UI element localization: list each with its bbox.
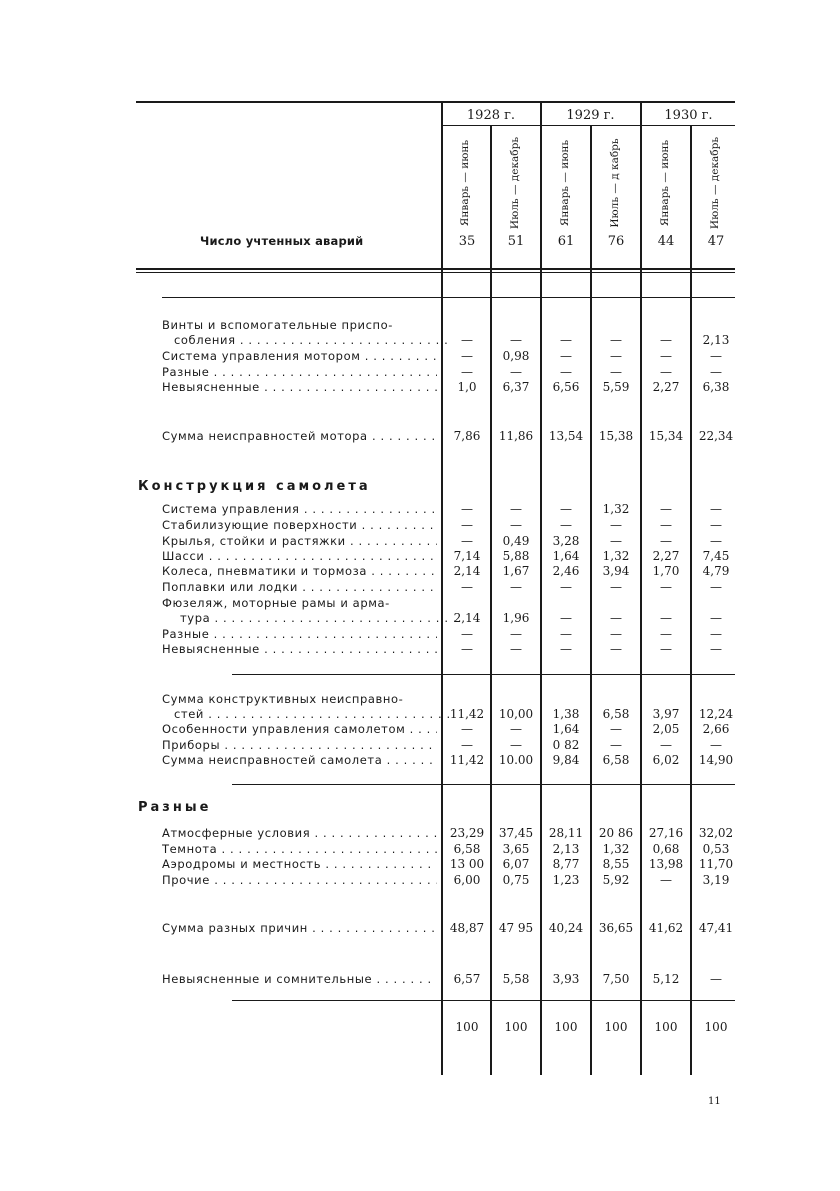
row-label: Невыясненные и сомнительные . . . (162, 972, 437, 986)
table-cell: — (461, 738, 473, 752)
row-label: Темнота . . . (162, 842, 437, 856)
table-cell: — (560, 642, 572, 656)
table-cell: 9,84 (552, 753, 580, 767)
table-cell: — (560, 518, 572, 532)
table-cell: — (660, 518, 672, 532)
table-cell: 1,0 (457, 380, 477, 394)
table-cell: — (610, 333, 622, 347)
table-cell: 0,98 (502, 349, 530, 363)
table-cell: 23,29 (449, 826, 485, 840)
table-cell: 15,38 (598, 429, 634, 443)
row-label: тура . . . (180, 611, 455, 625)
table-cell: 13 00 (449, 857, 485, 871)
table-cell: — (710, 518, 722, 532)
table-cell: — (610, 611, 622, 625)
table-cell: 20 86 (598, 826, 634, 840)
section-title-construction: Конструкция самолета (138, 479, 371, 494)
table-cell: — (610, 738, 622, 752)
table-cell: — (710, 349, 722, 363)
table-cell: 22,34 (698, 429, 734, 443)
row-label: Сумма конструктивных неисправно- (162, 692, 404, 706)
table-cell: 100 (554, 1020, 578, 1034)
table-cell: 5,58 (502, 972, 530, 986)
top-rule (136, 101, 735, 103)
header-rule-2 (136, 272, 735, 273)
table-cell: 1,23 (552, 873, 580, 887)
row-label: Разные . . . (162, 627, 437, 641)
engine-top-rule (162, 297, 735, 298)
row-label: Невыясненные . . . (162, 380, 437, 394)
period-header: Июль — декабрь (709, 136, 721, 230)
table-cell: — (710, 611, 722, 625)
table-cell: — (510, 722, 522, 736)
table-cell: 2,13 (702, 333, 730, 347)
table-cell: — (461, 333, 473, 347)
table-cell: 6,58 (602, 707, 630, 721)
row-label: Сумма неисправностей самолета . . . (162, 753, 437, 767)
table-cell: 6,00 (453, 873, 481, 887)
table-cell: 15,34 (648, 429, 684, 443)
table-cell: 37,45 (498, 826, 534, 840)
table-cell: — (560, 365, 572, 379)
table-cell: — (710, 365, 722, 379)
table-cell: 6,57 (453, 972, 481, 986)
accidents-value: 47 (707, 234, 725, 249)
table-cell: 100 (455, 1020, 479, 1034)
table-cell: 11,70 (698, 857, 734, 871)
row-label: стей . . . (174, 707, 449, 721)
table-cell: — (610, 534, 622, 548)
table-cell: — (510, 333, 522, 347)
table-cell: 100 (604, 1020, 628, 1034)
table-cell: 0 82 (552, 738, 580, 752)
table-cell: 8,77 (552, 857, 580, 871)
table-cell: — (560, 611, 572, 625)
table-cell: — (610, 722, 622, 736)
row-label: Поплавки или лодки . . . (162, 580, 437, 594)
table-cell: 47 95 (498, 921, 534, 935)
table-cell: 4,79 (702, 564, 730, 578)
period-header: Январь — июнь (659, 139, 671, 227)
table-cell: — (461, 722, 473, 736)
accidents-value: 51 (507, 234, 525, 249)
table-cell: — (560, 333, 572, 347)
table-cell: — (560, 502, 572, 516)
table-cell: 10,00 (498, 707, 534, 721)
table-cell: 1,38 (552, 707, 580, 721)
table-cell: — (710, 627, 722, 641)
table-cell: — (660, 627, 672, 641)
table-cell: — (461, 627, 473, 641)
table-cell: — (710, 738, 722, 752)
row-label: Приборы . . . (162, 738, 437, 752)
table-cell: — (610, 349, 622, 363)
table-cell: 2,14 (453, 564, 481, 578)
table-cell: 12,24 (698, 707, 734, 721)
table-cell: — (710, 642, 722, 656)
row-label: Невыясненные . . . (162, 642, 437, 656)
table-cell: — (510, 365, 522, 379)
row-label: Колеса, пневматики и тормоза . . . (162, 564, 437, 578)
table-cell: — (510, 502, 522, 516)
table-cell: 6,38 (702, 380, 730, 394)
table-cell: 0,68 (652, 842, 680, 856)
accidents-value: 44 (657, 234, 675, 249)
table-cell: — (461, 518, 473, 532)
table-cell: 6,02 (652, 753, 680, 767)
year-header: 1928 г. (466, 108, 516, 123)
row-label: Особенности управления самолетом . . . (162, 722, 437, 736)
table-cell: 7,86 (453, 429, 481, 443)
table-cell: 1,32 (602, 842, 630, 856)
table-cell: 13,98 (648, 857, 684, 871)
table-cell: 36,65 (598, 921, 634, 935)
row-label: Система управления мотором . . . (162, 349, 437, 363)
table-cell: 3,65 (502, 842, 530, 856)
period-header: Январь — июнь (459, 139, 471, 227)
table-cell: — (510, 580, 522, 594)
row-label: Атмосферные условия . . . (162, 826, 437, 840)
table-cell: — (610, 365, 622, 379)
table-cell: — (560, 627, 572, 641)
table-cell: — (610, 580, 622, 594)
table-cell: 6,56 (552, 380, 580, 394)
unclear-bottom-rule (232, 1000, 735, 1001)
section-title-misc: Разные (138, 800, 212, 815)
table-cell: 6,58 (453, 842, 481, 856)
table-cell: — (610, 518, 622, 532)
row-label: Аэродромы и местность . . . (162, 857, 437, 871)
table-cell: 5,92 (602, 873, 630, 887)
table-cell: 11,42 (449, 753, 485, 767)
table-cell: 8,55 (602, 857, 630, 871)
table-cell: 2,13 (552, 842, 580, 856)
table-cell: — (710, 502, 722, 516)
table-cell: 5,88 (502, 549, 530, 563)
row-label: Система управления . . . (162, 502, 437, 516)
misc-top-rule (232, 784, 735, 785)
table-cell: — (510, 738, 522, 752)
table-cell: 32,02 (698, 826, 734, 840)
table-cell: — (660, 873, 672, 887)
table-cell: — (660, 738, 672, 752)
table-cell: 41,62 (648, 921, 684, 935)
table-cell: 100 (654, 1020, 678, 1034)
table-cell: — (461, 365, 473, 379)
table-cell: 1,32 (602, 549, 630, 563)
accidents-label: Число учтенных аварий (200, 234, 364, 248)
table-cell: 28,11 (548, 826, 584, 840)
row-label: Стабилизующие поверхности . . . (162, 518, 437, 532)
table-cell: 27,16 (648, 826, 684, 840)
year-header: 1929 г. (566, 108, 615, 123)
table-cell: 1,67 (502, 564, 530, 578)
table-cell: — (660, 502, 672, 516)
row-label: Винты и вспомогательные приспо- (162, 318, 394, 332)
table-cell: 3,19 (702, 873, 730, 887)
table-cell: — (710, 972, 722, 986)
table-cell: 6,37 (502, 380, 530, 394)
table-cell: 11,42 (449, 707, 485, 721)
table-cell: — (660, 611, 672, 625)
table-cell: 13,54 (548, 429, 584, 443)
table-cell: 14,90 (698, 753, 734, 767)
table-cell: — (560, 580, 572, 594)
table-cell: 6,58 (602, 753, 630, 767)
header-rule (136, 268, 735, 270)
accidents-value: 35 (458, 234, 476, 249)
table-cell: 2,05 (652, 722, 680, 736)
year-header: 1930 г. (664, 108, 713, 123)
table-cell: 7,50 (602, 972, 630, 986)
table-cell: 5,12 (652, 972, 680, 986)
table-cell: 1,96 (502, 611, 530, 625)
table-cell: — (510, 518, 522, 532)
table-cell: 1,32 (602, 502, 630, 516)
table-cell: — (660, 349, 672, 363)
row-label: Фюзеляж, моторные рамы и арма- (162, 596, 390, 610)
row-label: Сумма разных причин . . . (162, 921, 437, 935)
table-cell: 6,07 (502, 857, 530, 871)
table-cell: — (660, 580, 672, 594)
table-cell: 0,49 (502, 534, 530, 548)
period-header: Январь — июнь (559, 139, 571, 227)
row-label: Сумма неисправностей мотора . . . (162, 429, 437, 443)
table-cell: — (510, 642, 522, 656)
table-cell: 7,14 (453, 549, 481, 563)
table-cell: 11,86 (498, 429, 534, 443)
period-header: Июль — декабрь (509, 136, 521, 230)
table-cell: 2,46 (552, 564, 580, 578)
table-cell: — (610, 627, 622, 641)
accidents-value: 76 (607, 234, 625, 249)
row-label: Шасси . . . (162, 549, 437, 563)
table-cell: 3,93 (552, 972, 580, 986)
table-cell: 7,45 (702, 549, 730, 563)
table-cell: 1,64 (552, 549, 580, 563)
construction-bottom-rule (232, 674, 735, 675)
table-cell: — (461, 502, 473, 516)
table-cell: — (710, 580, 722, 594)
row-label: Крылья, стойки и растяжки . . . (162, 534, 437, 548)
row-label: Разные . . . (162, 365, 437, 379)
table-cell: — (660, 333, 672, 347)
table-cell: 3,97 (652, 707, 680, 721)
table-cell: — (660, 365, 672, 379)
table-cell: 3,28 (552, 534, 580, 548)
table-cell: 2,27 (652, 549, 680, 563)
table-cell: 2,27 (652, 380, 680, 394)
period-header: Июль — д кабрь (609, 138, 621, 228)
table-cell: — (461, 349, 473, 363)
accidents-value: 61 (557, 234, 575, 249)
table-cell: — (461, 534, 473, 548)
table-cell: — (660, 534, 672, 548)
table-cell: — (560, 349, 572, 363)
table-cell: 47,41 (698, 921, 734, 935)
table-cell: 100 (704, 1020, 728, 1034)
table-cell: 1,70 (652, 564, 680, 578)
table-cell: — (461, 580, 473, 594)
page-number: 11 (708, 1096, 721, 1107)
table-cell: 3,94 (602, 564, 630, 578)
table-cell: 0,75 (502, 873, 530, 887)
table-cell: 5,59 (602, 380, 630, 394)
table-cell: 0,53 (702, 842, 730, 856)
table-cell: — (610, 642, 622, 656)
row-label: собления . . . (174, 333, 449, 347)
row-label: Прочие . . . (162, 873, 437, 887)
table-cell: 10.00 (498, 753, 534, 767)
table-cell: — (510, 627, 522, 641)
table-cell: — (461, 642, 473, 656)
table-cell: 2,14 (453, 611, 481, 625)
table-cell: 100 (504, 1020, 528, 1034)
table-cell: 40,24 (548, 921, 584, 935)
table-cell: 2,66 (702, 722, 730, 736)
table-cell: — (660, 642, 672, 656)
table-cell: — (710, 534, 722, 548)
table-cell: 1,64 (552, 722, 580, 736)
table-cell: 48,87 (449, 921, 485, 935)
